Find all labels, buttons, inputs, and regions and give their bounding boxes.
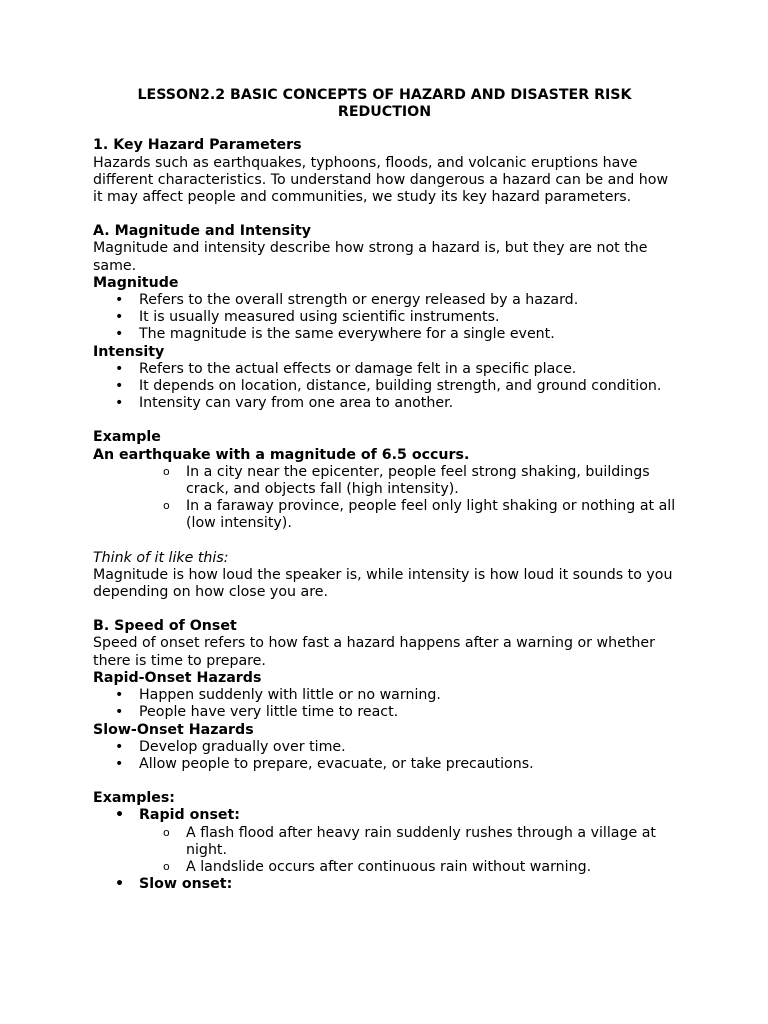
magnitude-list	[93, 292, 676, 344]
think-label: Think of it like this:	[93, 549, 229, 566]
examples-list-slow	[93, 876, 676, 893]
rapid-onset-examples	[93, 825, 676, 877]
section-heading-magnitude-intensity: A. Magnitude and Intensity	[93, 223, 311, 240]
intensity-list	[93, 361, 676, 413]
list-item: • Refers to the actual effects or damage felt in a specific place.	[93, 361, 676, 378]
example-statement: An earthquake with a magnitude of 6.5 occurs.	[93, 446, 470, 463]
spacer	[93, 773, 676, 790]
section-heading-key-parameters: 1. Key Hazard Parameters	[93, 137, 302, 154]
list-item-rapid-onset	[93, 807, 676, 824]
spacer	[93, 533, 676, 550]
slow-onset-list	[93, 739, 676, 773]
list-item: o In a city near the epicenter, people feel strong shaking, buildings crack, and objects fall (high intensity).	[93, 464, 676, 498]
rapid-onset-label: Rapid onset:	[139, 807, 240, 824]
subheading-rapid-onset: Rapid-Onset Hazards	[93, 669, 262, 686]
think-text: Magnitude is how loud the speaker is, while intensity is how loud it sounds to you depending on how close you are.	[93, 566, 673, 601]
list-item: • It is usually measured using scientific instruments.	[93, 309, 676, 326]
list-item: • Develop gradually over time.	[93, 739, 676, 756]
subheading-magnitude: Magnitude	[93, 274, 179, 291]
list-item: • The magnitude is the same everywhere for a single event.	[93, 326, 676, 343]
list-item: o A flash flood after heavy rain suddenly rushes through a village at night.	[93, 825, 676, 859]
list-item: • Refers to the overall strength or energy released by a hazard.	[93, 292, 676, 309]
examples-list	[93, 807, 676, 824]
list-item: • People have very little time to react.	[93, 704, 676, 721]
slow-onset-label: Slow onset:	[139, 876, 233, 893]
list-item: • Intensity can vary from one area to another.	[93, 395, 676, 412]
paragraph-speed-of-onset: Speed of onset refers to how fast a hazard happens after a warning or whether there is time to prepare.	[93, 635, 655, 669]
spacer	[93, 601, 676, 618]
document-title: LESSON2.2 BASIC CONCEPTS OF HAZARD AND DISASTER RISK REDUCTION	[137, 87, 632, 121]
spacer	[93, 206, 676, 223]
paragraph-key-parameters: Hazards such as earthquakes, typhoons, floods, and volcanic eruptions have different characteristics. To understand how dangerous a hazard can be and how it may affect people and communities, we study its key hazard parameters.	[93, 154, 669, 206]
subheading-example: Example	[93, 429, 161, 446]
list-item: • Allow people to prepare, evacuate, or take precautions.	[93, 756, 676, 773]
subheading-examples: Examples:	[93, 790, 175, 807]
rapid-onset-list	[93, 687, 676, 721]
list-item: • Happen suddenly with little or no warning.	[93, 687, 676, 704]
list-item: o In a faraway province, people feel only light shaking or nothing at all (low intensity).	[93, 498, 676, 532]
subheading-intensity: Intensity	[93, 343, 165, 360]
paragraph-magnitude-intensity: Magnitude and intensity describe how strong a hazard is, but they are not the same.	[93, 240, 648, 274]
spacer	[93, 412, 676, 429]
list-item: • It depends on location, distance, building strength, and ground condition.	[93, 378, 676, 395]
subheading-slow-onset: Slow-Onset Hazards	[93, 721, 254, 738]
list-item-slow-onset	[93, 876, 676, 893]
list-item: o A landslide occurs after continuous rain without warning.	[93, 859, 676, 876]
section-heading-speed-of-onset: B. Speed of Onset	[93, 618, 237, 635]
example-list	[93, 464, 676, 533]
